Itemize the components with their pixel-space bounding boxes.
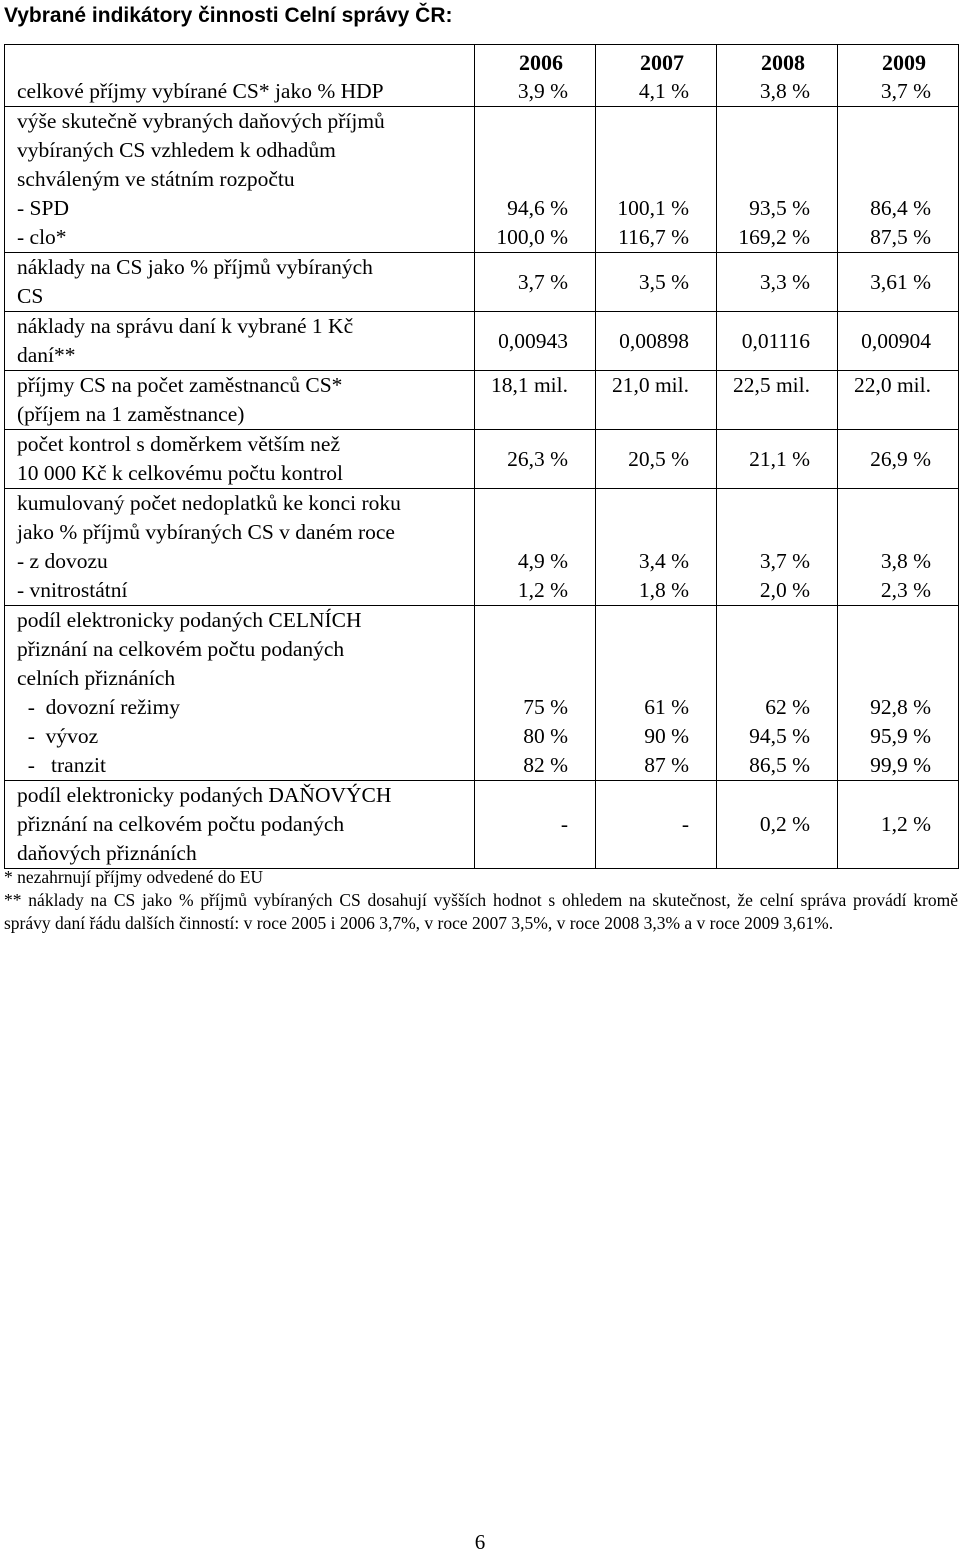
value-cell — [475, 253, 596, 312]
value-cell — [475, 107, 596, 253]
header-row — [5, 45, 959, 78]
indicator-label-line: výše skutečně vybraných daňových příjmů — [17, 109, 385, 133]
value: 2,0 % — [759, 578, 810, 602]
value: 1,2 % — [517, 578, 568, 602]
indicator-label-line: celkové příjmy vybírané CS* jako % HDP — [17, 79, 384, 103]
indicator-label-line: podíl elektronicky podaných CELNÍCH — [17, 608, 362, 632]
indicator-label — [5, 312, 475, 371]
value-cell — [596, 312, 717, 371]
value-cell — [838, 371, 959, 430]
indicator-label-line: příjmy CS na počet zaměstnanců CS* — [17, 373, 343, 397]
page-number: 6 — [474, 1530, 486, 1554]
value-cell — [475, 606, 596, 781]
indicator-label-line: daní** — [17, 343, 76, 367]
value-cell — [717, 77, 838, 107]
table-row — [5, 371, 959, 430]
value-cell — [596, 107, 717, 253]
value: 0,00943 — [498, 328, 568, 353]
indicator-label-line: celních přiznáních — [17, 666, 176, 690]
indicator-label-line: přiznání na celkovém počtu podaných — [17, 812, 345, 836]
value: 2,3 % — [880, 578, 931, 602]
indicator-label-line: - clo* — [17, 225, 67, 249]
value: 1,8 % — [638, 578, 689, 602]
value-cell — [717, 107, 838, 253]
indicator-label-line: náklady na správu daní k vybrané 1 Kč — [17, 314, 354, 338]
value-cell — [838, 77, 959, 107]
value: 80 % — [523, 724, 568, 748]
value: 3,8 % — [880, 549, 931, 573]
indicator-label — [5, 253, 475, 312]
value-cell — [717, 430, 838, 489]
value: 3,5 % — [638, 269, 689, 294]
value: 100,0 % — [496, 225, 568, 249]
indicator-label-line: přiznání na celkovém počtu podaných — [17, 637, 345, 661]
value: 93,5 % — [749, 196, 810, 220]
value-cell — [717, 781, 838, 869]
indicator-label — [5, 77, 475, 107]
value-cell — [475, 430, 596, 489]
value: 3,7 % — [880, 79, 931, 103]
value: 4,1 % — [638, 79, 689, 103]
indicator-label-line: - SPD — [17, 196, 69, 220]
indicator-label-line: kumulovaný počet nedoplatků ke konci roku — [17, 491, 401, 515]
value: - — [681, 812, 689, 836]
indicator-label-line: počet kontrol s doměrkem větším než — [17, 432, 341, 456]
value-cell — [596, 781, 717, 869]
value: 3,61 % — [870, 269, 931, 294]
table-row — [5, 107, 959, 253]
value-cell — [596, 253, 717, 312]
value: 95,9 % — [870, 724, 931, 748]
value-cell — [475, 781, 596, 869]
value: 3,4 % — [638, 549, 689, 573]
value: 1,2 % — [880, 812, 931, 836]
value: 90 % — [644, 724, 689, 748]
value: 3,7 % — [759, 549, 810, 573]
indicator-label-line: - dovozní režimy — [17, 695, 180, 719]
year-header: 2006 — [475, 45, 596, 78]
value: 86,5 % — [749, 753, 810, 777]
value-cell — [475, 312, 596, 371]
value: 3,3 % — [759, 269, 810, 294]
indicator-label — [5, 781, 475, 869]
indicator-label-line: vybíraných CS vzhledem k odhadům — [17, 138, 336, 162]
value-cell — [838, 253, 959, 312]
value-cell — [475, 77, 596, 107]
footnote: ** náklady na CS jako % příjmů vybíraných CS dosahují vyšších hodnot s ohledem na skutečnost, že celní správa provádí kromě správy daní řádu dalších činností: v roce 2005 i 2006 3,7%, v roce 2007 3,5%, v roce 2008 3,3% a v roce 2009 3,61%. — [4, 890, 958, 933]
value: 99,9 % — [870, 753, 931, 777]
value-cell — [596, 606, 717, 781]
value: 4,9 % — [517, 549, 568, 573]
value-cell — [717, 312, 838, 371]
table-row — [5, 781, 959, 869]
indicator-label-line: (příjem na 1 zaměstnance) — [17, 402, 245, 426]
indicator-label — [5, 489, 475, 606]
value: 26,3 % — [507, 446, 568, 471]
value-cell — [838, 107, 959, 253]
value: 0,00898 — [619, 328, 689, 353]
value: 3,8 % — [759, 79, 810, 103]
table-row — [5, 77, 959, 107]
indicator-label-line: - vnitrostátní — [17, 578, 128, 602]
indicator-label-line: - tranzit — [17, 753, 106, 777]
table-row — [5, 606, 959, 781]
value: 3,7 % — [517, 269, 568, 294]
value: 21,0 mil. — [611, 373, 689, 397]
value: 0,00904 — [861, 328, 931, 353]
value: 116,7 % — [618, 225, 689, 249]
value-cell — [838, 781, 959, 869]
indicator-label-line: - vývoz — [17, 724, 99, 748]
value-cell — [717, 606, 838, 781]
value: 86,4 % — [870, 196, 931, 220]
indicator-label-line: podíl elektronicky podaných DAŇOVÝCH — [17, 783, 392, 807]
year-header: 2007 — [596, 45, 717, 78]
year-header: 2009 — [838, 45, 959, 78]
value: 26,9 % — [870, 446, 931, 471]
value: 21,1 % — [749, 446, 810, 471]
footnote: * nezahrnují příjmy odvedené do EU — [4, 867, 264, 887]
value: 62 % — [765, 695, 810, 719]
value-cell — [475, 371, 596, 430]
value: 92,8 % — [870, 695, 931, 719]
value-cell — [838, 606, 959, 781]
footnotes — [4, 866, 958, 935]
table-row — [5, 312, 959, 371]
header-label-cell — [5, 45, 475, 78]
table-row — [5, 253, 959, 312]
value: 22,5 mil. — [732, 373, 810, 397]
indicator-label — [5, 430, 475, 489]
value: 82 % — [523, 753, 568, 777]
value-cell — [596, 77, 717, 107]
indicator-label — [5, 107, 475, 253]
value: 3,9 % — [517, 79, 568, 103]
value-cell — [475, 489, 596, 606]
value: 20,5 % — [628, 446, 689, 471]
value-cell — [717, 489, 838, 606]
indicator-label-line: daňových přiznáních — [17, 841, 197, 865]
year-header: 2008 — [717, 45, 838, 78]
value-cell — [596, 489, 717, 606]
value: 87,5 % — [870, 225, 931, 249]
value: - — [560, 812, 568, 836]
indicator-label-line: schváleným ve státním rozpočtu — [17, 167, 295, 191]
value-cell — [838, 489, 959, 606]
indicator-label — [5, 606, 475, 781]
indicator-label-line: náklady na CS jako % příjmů vybíraných — [17, 255, 373, 279]
value: 0,01116 — [741, 328, 810, 353]
value: 18,1 mil. — [490, 373, 568, 397]
value-cell — [717, 253, 838, 312]
value-cell — [717, 371, 838, 430]
indicator-label-line: CS — [17, 284, 44, 308]
indicators-table — [4, 44, 959, 869]
value: 61 % — [644, 695, 689, 719]
value-cell — [838, 430, 959, 489]
value: 169,2 % — [738, 225, 810, 249]
indicator-label-line: jako % příjmů vybíraných CS v daném roce — [17, 520, 395, 544]
value: 22,0 mil. — [853, 373, 931, 397]
table-row — [5, 489, 959, 606]
value: 100,1 % — [617, 196, 689, 220]
indicator-label-line: - z dovozu — [17, 549, 108, 573]
page-title: Vybrané indikátory činnosti Celní správy ČR: — [4, 4, 453, 27]
value-cell — [838, 312, 959, 371]
value: 94,6 % — [507, 196, 568, 220]
indicator-label — [5, 371, 475, 430]
value-cell — [596, 371, 717, 430]
value-cell — [596, 430, 717, 489]
value: 94,5 % — [749, 724, 810, 748]
value: 0,2 % — [759, 812, 810, 836]
value: 87 % — [644, 753, 689, 777]
indicator-label-line: 10 000 Kč k celkovému počtu kontrol — [17, 461, 344, 485]
value: 75 % — [523, 695, 568, 719]
table-row — [5, 430, 959, 489]
